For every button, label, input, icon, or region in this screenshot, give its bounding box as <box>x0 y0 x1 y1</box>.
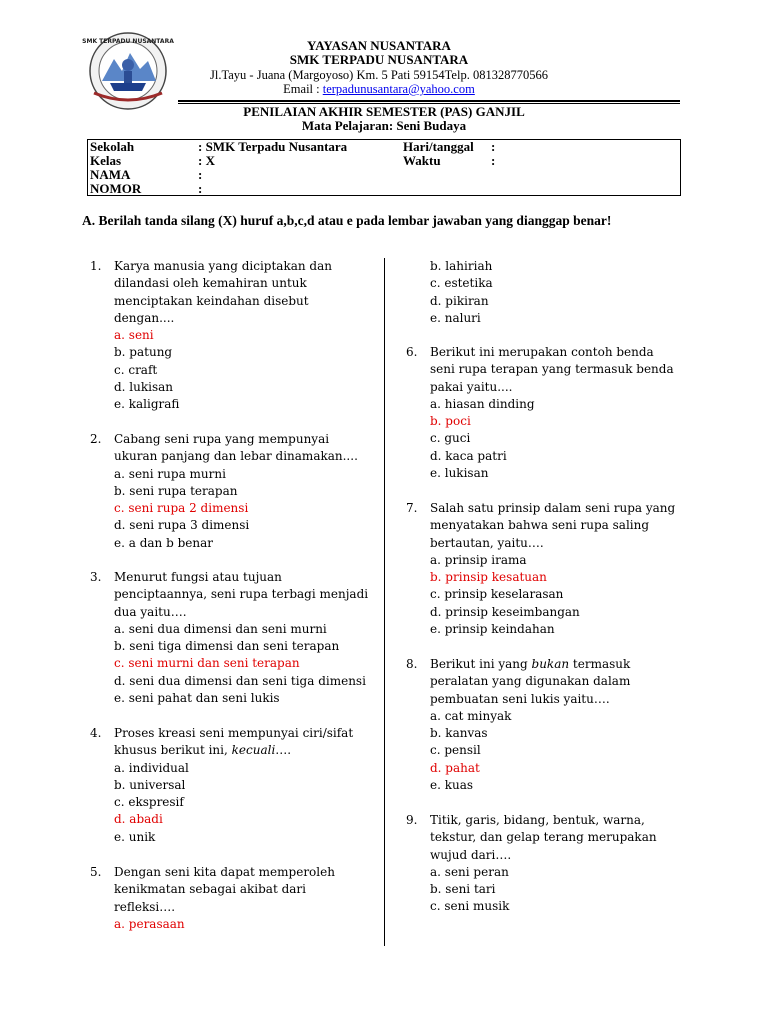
question-stem-line: dua yaitu…. <box>114 604 187 619</box>
stem-emphasis: bukan <box>531 657 570 671</box>
answer-option[interactable]: e. prinsip keindahan <box>430 622 555 637</box>
answer-option[interactable]: a. prinsip irama <box>430 552 527 567</box>
question-stem-line: wujud dari…. <box>430 847 512 862</box>
answer-option-correct[interactable]: d. abadi <box>114 812 163 827</box>
email-line <box>190 82 568 96</box>
hari-value: : <box>491 139 496 154</box>
answer-option[interactable]: b. seni tiga dimensi dan seni terapan <box>114 639 340 654</box>
question-stem-line: Titik, garis, bidang, bentuk, warna, <box>430 813 645 827</box>
answer-option[interactable]: c. craft <box>114 362 158 377</box>
kelas-label: Kelas <box>90 153 122 168</box>
answer-option[interactable]: c. pensil <box>430 743 481 758</box>
answer-option[interactable]: a. individual <box>114 760 189 775</box>
waktu-value: : <box>491 153 496 168</box>
question-number: 8. <box>406 657 418 671</box>
question-9 <box>406 812 686 916</box>
answer-option[interactable]: c. estetika <box>430 276 493 291</box>
answer-option[interactable]: c. guci <box>430 431 471 446</box>
exam-subject: Mata Pelajaran: Seni Budaya <box>301 118 467 133</box>
answer-option[interactable]: b. seni rupa terapan <box>114 483 238 498</box>
stem-text: …. <box>275 743 292 758</box>
stem-text: Berikut ini yang <box>430 657 532 671</box>
answer-option[interactable]: d. prinsip keseimbangan <box>430 604 580 619</box>
question-stem-line: dengan.... <box>114 310 175 325</box>
question-2 <box>90 431 370 552</box>
question-5 <box>90 864 370 933</box>
question-stem-line: refleksi…. <box>114 899 176 914</box>
question-number: 4. <box>90 726 102 740</box>
stem-text: khusus berikut ini, <box>114 743 232 758</box>
nomor-label: NOMOR <box>90 181 142 196</box>
question-6 <box>406 344 686 482</box>
question-number: 7. <box>406 501 418 515</box>
question-stem-line: Dengan seni kita dapat memperoleh <box>114 865 335 879</box>
question-stem-line: Menurut fungsi atau tujuan <box>114 570 282 584</box>
school-address: Jl.Tayu - Juana (Margoyoso) Km. 5 Pati 59154Telp. 081328770566 <box>210 68 548 82</box>
question-stem-line: tekstur, dan gelap terang merupakan <box>430 830 657 845</box>
answer-option[interactable]: e. naluri <box>430 310 481 325</box>
student-info-box <box>87 139 681 196</box>
answer-option-correct[interactable]: d. pahat <box>430 760 480 775</box>
nomor-value: : <box>198 181 203 196</box>
answer-option[interactable]: a. seni rupa murni <box>114 466 226 481</box>
question-stem-line: ukuran panjang dan lebar dinamakan.... <box>114 449 358 464</box>
question-stem-line <box>430 656 686 673</box>
question-stem-line: Cabang seni rupa yang mempunyai <box>114 432 330 446</box>
question-stem-line: penciptaannya, seni rupa terbagi menjadi <box>114 587 369 602</box>
answer-option-correct[interactable]: c. seni murni dan seni terapan <box>114 656 300 671</box>
logo-lettering: SMK TERPADU NUSANTARA <box>82 38 174 45</box>
email-link[interactable]: terpadunusantara@yahoo.com <box>322 82 475 96</box>
foundation-name: YAYASAN NUSANTARA <box>307 38 451 53</box>
question-number: 1. <box>90 259 102 273</box>
question-number: 5. <box>90 865 102 879</box>
question-stem-line <box>114 742 370 759</box>
question-stem-line: dilandasi oleh kemahiran untuk <box>114 276 307 291</box>
stem-text: termasuk <box>569 657 631 671</box>
nama-label: NAMA <box>90 167 131 182</box>
header-rule-thick <box>178 100 680 102</box>
answer-option-correct[interactable]: a. seni <box>114 328 154 343</box>
answer-option[interactable]: b. universal <box>114 777 186 792</box>
question-5-continued <box>406 258 686 327</box>
answer-option[interactable]: e. unik <box>114 829 156 844</box>
exam-title: PENILAIAN AKHIR SEMESTER (PAS) GANJIL <box>243 104 525 119</box>
question-stem-line: bertautan, yaitu…. <box>430 535 544 550</box>
question-stem-line: seni rupa terapan yang termasuk benda <box>430 362 674 377</box>
question-stem-line: peralatan yang digunakan dalam <box>430 674 631 689</box>
question-stem-line: kenikmatan sebagai akibat dari <box>114 882 306 897</box>
answer-option[interactable]: e. lukisan <box>430 466 489 481</box>
answer-option[interactable]: d. pikiran <box>430 293 489 308</box>
question-4 <box>90 725 370 846</box>
answer-option[interactable]: e. seni pahat dan seni lukis <box>114 691 280 706</box>
answer-option-correct[interactable]: c. seni rupa 2 dimensi <box>114 501 249 516</box>
question-number: 3. <box>90 570 102 584</box>
school-name: SMK TERPADU NUSANTARA <box>289 52 469 67</box>
answer-option[interactable]: a. seni dua dimensi dan seni murni <box>114 621 327 636</box>
answer-option-correct[interactable]: b. prinsip kesatuan <box>430 570 547 585</box>
question-number: 2. <box>90 432 102 446</box>
answer-option[interactable]: a. cat minyak <box>430 708 512 723</box>
answer-option[interactable]: a. seni peran <box>430 864 509 879</box>
hari-label: Hari/tanggal <box>403 139 474 154</box>
answer-option[interactable]: e. a dan b benar <box>114 535 213 550</box>
answer-option[interactable]: e. kuas <box>430 778 474 793</box>
question-stem-line: pembuatan seni lukis yaitu…. <box>430 691 610 706</box>
answer-option[interactable]: c. prinsip keselarasan <box>430 587 564 602</box>
nama-value: : <box>198 167 203 182</box>
answer-option[interactable]: d. kaca patri <box>430 448 507 463</box>
waktu-label: Waktu <box>403 153 441 168</box>
stem-emphasis: kecuali <box>231 743 276 758</box>
question-stem-line: Salah satu prinsip dalam seni rupa yang <box>430 501 676 515</box>
answer-option[interactable]: b. lahiriah <box>430 259 493 273</box>
kelas-value: : X <box>198 153 215 168</box>
sekolah-label: Sekolah <box>90 139 135 154</box>
question-number: 6. <box>406 345 418 359</box>
question-number: 9. <box>406 813 418 827</box>
email-label: Email : <box>283 82 323 96</box>
answer-option[interactable]: a. hiasan dinding <box>430 396 535 411</box>
question-stem-line: pakai yaitu.... <box>430 379 513 394</box>
question-7 <box>406 500 686 638</box>
school-logo <box>80 31 177 111</box>
question-3 <box>90 569 370 707</box>
instruction: A. Berilah tanda silang (X) huruf a,b,c,d atau e pada lembar jawaban yang dianggap benar! <box>82 213 612 228</box>
answer-option[interactable]: d. lukisan <box>114 380 174 395</box>
answer-option[interactable]: b. seni tari <box>430 882 496 897</box>
question-stem-line: Karya manusia yang diciptakan dan <box>114 259 332 273</box>
answer-option[interactable]: b. kanvas <box>430 726 488 741</box>
question-stem-line: Proses kreasi seni mempunyai ciri/sifat <box>114 726 354 740</box>
answer-option[interactable]: e. kaligrafi <box>114 397 180 412</box>
answer-option[interactable]: d. seni rupa 3 dimensi <box>114 518 250 533</box>
answer-option-correct[interactable]: a. perasaan <box>114 916 185 931</box>
answer-option[interactable]: c. ekspresif <box>114 795 184 810</box>
question-stem-line: menciptakan keindahan disebut <box>114 293 309 308</box>
question-1 <box>90 258 370 414</box>
answer-option[interactable]: c. seni musik <box>430 899 510 914</box>
answer-option[interactable]: b. patung <box>114 345 173 360</box>
sekolah-value: : SMK Terpadu Nusantara <box>198 139 348 154</box>
question-8 <box>406 656 686 794</box>
answer-option-correct[interactable]: b. poci <box>430 414 471 429</box>
answer-option[interactable]: d. seni dua dimensi dan seni tiga dimensi <box>114 673 366 688</box>
question-stem-line: Berikut ini merupakan contoh benda <box>430 345 654 359</box>
question-stem-line: menyatakan bahwa seni rupa saling <box>430 518 650 533</box>
column-divider <box>384 258 385 946</box>
